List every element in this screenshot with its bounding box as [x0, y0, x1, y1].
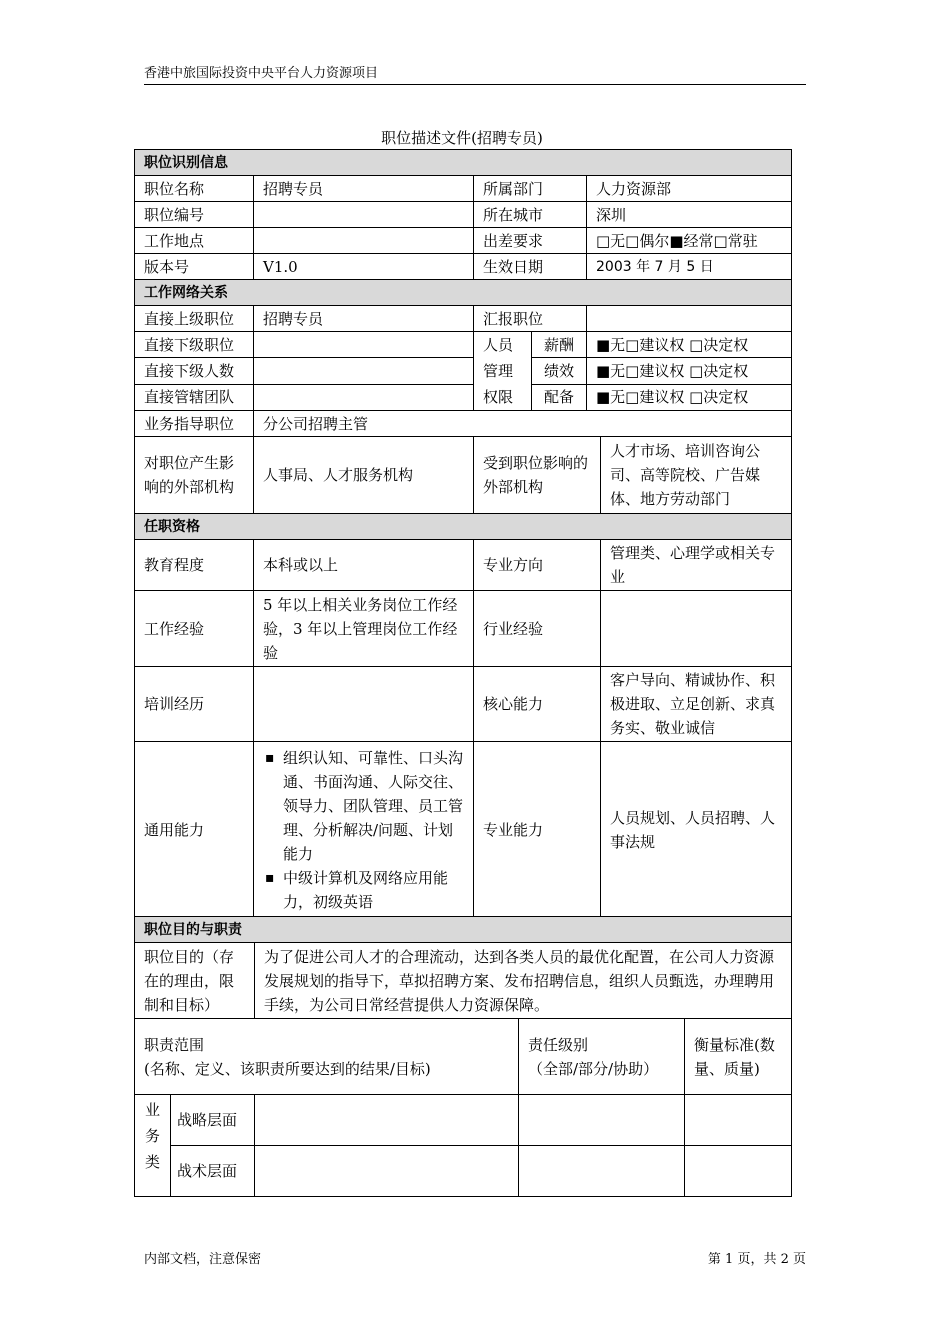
dept-value: 人力资源部: [587, 176, 792, 202]
scope-label: 职责范围: [144, 1035, 205, 1054]
report-value: [587, 306, 792, 332]
position-no-label: 职位编号: [135, 202, 254, 228]
education-label: 教育程度: [135, 540, 254, 591]
salary-label: 薪酬: [532, 332, 587, 358]
scope-sub: (名称、定义、该职责所要达到的结果/目标): [144, 1059, 431, 1078]
business-label: [135, 1095, 171, 1197]
travel-label: 出差要求: [474, 228, 587, 254]
major-value: 管理类、心理学或相关专业: [601, 540, 792, 591]
section-network: 工作网络关系: [135, 280, 792, 306]
strategic-scope: [255, 1095, 519, 1146]
core-label: 核心能力: [474, 667, 601, 742]
general-item: ▪ 中级计算机及网络应用能力，初级英语: [263, 866, 464, 914]
staffing-label: 配备: [532, 384, 587, 410]
salary-value: ■无□建议权 □决定权: [587, 332, 792, 358]
report-label: 汇报职位: [474, 306, 587, 332]
footer-confidential: 内部文档，注意保密: [144, 1252, 262, 1267]
tactical-scope: [255, 1146, 519, 1197]
team-value: [254, 384, 474, 410]
section-purpose: 职位目的与职责: [135, 917, 792, 943]
section-identity: 职位识别信息: [135, 150, 792, 176]
position-name-value: 招聘专员: [254, 176, 474, 202]
superior-value: 招聘专员: [254, 306, 474, 332]
section-qualification: 任职资格: [135, 514, 792, 540]
authority-label: [474, 332, 532, 411]
business-text: 业务类: [145, 1101, 161, 1171]
purpose-text: 为了促进公司人才的合理流动，达到各类人员的最优化配置，在公司人力资源发展规划的指导下，草拟招聘方案、发布招聘信息，组织人员甄选，办理聘用手续，为公司日常经营提供人力资源保障。: [255, 943, 792, 1019]
general-label: 通用能力: [135, 742, 254, 918]
experience-value: 5 年以上相关业务岗位工作经验，3 年以上管理岗位工作经验: [254, 591, 474, 667]
general-item: ▪ 组织认知、可靠性、口头沟通、书面沟通、人际交往、领导力、团队管理、员工管理、分析解决/问题、计划能力: [263, 746, 464, 866]
location-value: [254, 228, 474, 254]
experience-label: 工作经验: [135, 591, 254, 667]
dept-label: 所属部门: [474, 176, 587, 202]
ext-affected-value: 人才市场、培训咨询公司、高等院校、广告媒体、地方劳动部门: [601, 437, 792, 514]
core-value: 客户导向、精诚协作、积极进取、立足创新、求真务实、敬业诚信: [601, 667, 792, 742]
subordinate-label: 直接下级职位: [135, 332, 254, 358]
page-header: 香港中旅国际投资中央平台人力资源项目: [144, 64, 806, 85]
guidance-value: 分公司招聘主管: [254, 411, 792, 437]
superior-label: 直接上级职位: [135, 306, 254, 332]
training-value: [254, 667, 474, 742]
professional-value: 人员规划、人员招聘、人事法规: [601, 742, 792, 918]
ext-affected-label: 受到职位影响的外部机构: [474, 437, 601, 514]
measure-label: 衡量标准(数量、质量): [685, 1019, 792, 1095]
version-label: 版本号: [135, 254, 254, 280]
location-label: 工作地点: [135, 228, 254, 254]
industry-label: 行业经验: [474, 591, 601, 667]
position-no-value: [254, 202, 474, 228]
industry-value: [601, 591, 792, 667]
authority-label-3: 权限: [483, 388, 514, 406]
ext-affect-label: 对职位产生影响的外部机构: [135, 437, 254, 514]
document-title: 职位描述文件(招聘专员): [381, 129, 543, 147]
job-description-table: [134, 149, 792, 918]
level-sub: （全部/部分/协助）: [528, 1059, 659, 1078]
general-value: [254, 742, 474, 918]
tactical-label: 战术层面: [171, 1146, 255, 1197]
level-header: [519, 1019, 685, 1095]
authority-label-1: 人员: [483, 336, 514, 354]
level-label: 责任级别: [528, 1035, 589, 1054]
guidance-label: 业务指导职位: [135, 411, 254, 437]
team-label: 直接管辖团队: [135, 384, 254, 410]
city-value: 深圳: [587, 202, 792, 228]
staffing-value: ■无□建议权 □决定权: [587, 384, 792, 410]
major-label: 专业方向: [474, 540, 601, 591]
tactical-measure: [685, 1146, 792, 1197]
footer-page-number: 第 1 页，共 2 页: [707, 1252, 806, 1267]
ext-affect-value: 人事局、人才服务机构: [254, 437, 474, 514]
general-list: [263, 746, 464, 914]
performance-value: ■无□建议权 □决定权: [587, 358, 792, 384]
authority-label-2: 管理: [483, 362, 514, 380]
training-label: 培训经历: [135, 667, 254, 742]
scope-header: [135, 1019, 519, 1095]
version-value: V1.0: [254, 254, 474, 280]
professional-label: 专业能力: [474, 742, 601, 918]
tactical-level: [519, 1146, 685, 1197]
performance-label: 绩效: [532, 358, 587, 384]
travel-value: □无□偶尔■经常□常驻: [587, 228, 792, 254]
effective-value: 2003 年 7 月 5 日: [587, 254, 792, 280]
sub-count-label: 直接下级人数: [135, 358, 254, 384]
sub-count-value: [254, 358, 474, 384]
education-value: 本科或以上: [254, 540, 474, 591]
strategic-label: 战略层面: [171, 1095, 255, 1146]
strategic-measure: [685, 1095, 792, 1146]
purpose-table: [134, 916, 792, 1197]
subordinate-value: [254, 332, 474, 358]
city-label: 所在城市: [474, 202, 587, 228]
strategic-level: [519, 1095, 685, 1146]
purpose-label: 职位目的（存在的理由，限制和目标）: [135, 943, 255, 1019]
effective-label: 生效日期: [474, 254, 587, 280]
position-name-label: 职位名称: [135, 176, 254, 202]
